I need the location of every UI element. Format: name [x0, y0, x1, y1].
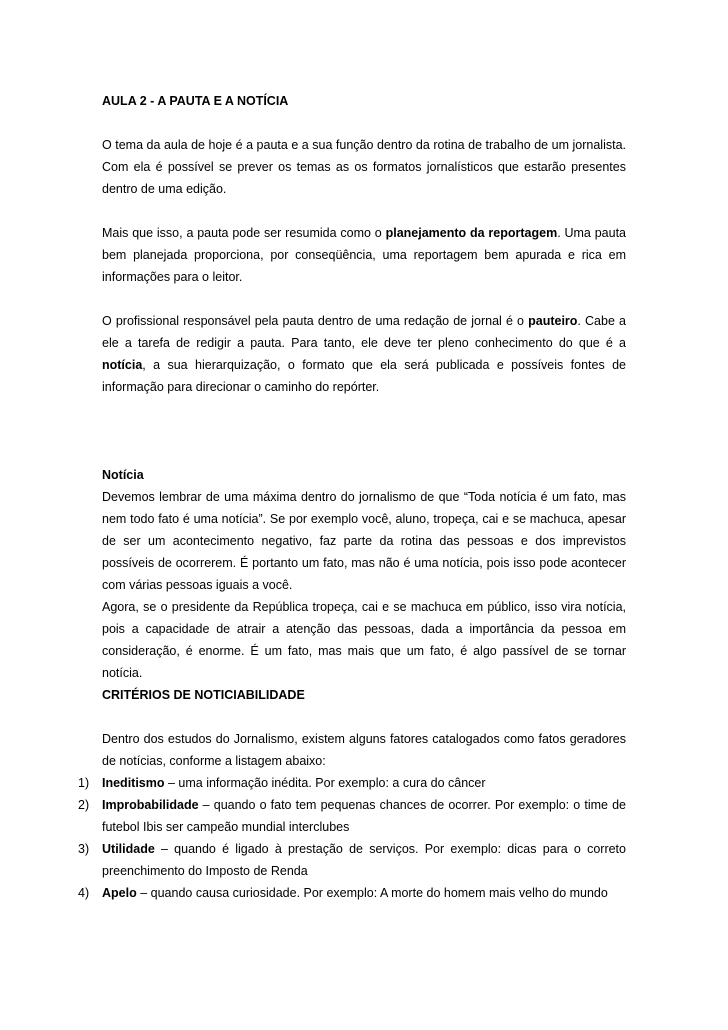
list-item-term: Improbabilidade — [102, 798, 199, 812]
noticia-body — [102, 486, 626, 684]
intro-paragraph-2-bold: planejamento da reportagem — [385, 226, 558, 240]
list-item-desc: – quando é ligado à prestação de serviços. Por exemplo: dicas para o correto preenchimento do Imposto de Renda — [102, 842, 626, 878]
section-heading-noticia: Notícia — [102, 468, 144, 482]
intro-paragraph-3-text-a: O profissional responsável pela pauta dentro de uma redação de jornal é o — [102, 314, 529, 328]
intro-paragraph-3-bold-pauteiro: pauteiro — [528, 314, 578, 328]
intro-paragraph-2-text-c: . Uma pauta bem planejada proporciona, por conseqüência, uma reportagem bem apurada e rica em informações para o leitor. — [102, 226, 626, 284]
list-item-number: 3) — [78, 842, 90, 856]
criterios-list — [0, 772, 728, 904]
intro-paragraph-2-text-a: Mais que isso, a pauta pode ser resumida como o — [102, 226, 386, 240]
list-item-number: 4) — [78, 886, 90, 900]
criterios-intro: Dentro dos estudos do Jornalismo, existem alguns fatores catalogados como fatos geradores de notícias, conforme a listagem abaixo: — [102, 732, 626, 768]
list-item-term: Utilidade — [102, 842, 155, 856]
list-item-desc: – quando o fato tem pequenas chances de ocorrer. Por exemplo: o time de futebol Ibis ser campeão mundial interclubes — [102, 798, 626, 834]
list-item-text — [102, 838, 626, 882]
section-heading-criterios: CRITÉRIOS DE NOTICIABILIDADE — [102, 688, 305, 702]
list-item-number: 2) — [78, 798, 90, 812]
list-item-desc: – quando causa curiosidade. Por exemplo: A morte do homem mais velho do mundo — [136, 886, 608, 900]
intro-paragraph-1: O tema da aula de hoje é a pauta e a sua função dentro da rotina de trabalho de um jornalista. Com ela é possível se prever os temas as os formatos jornalísticos que estarão presentes dentro de uma edição. — [102, 138, 626, 196]
noticia-paragraph-2: Agora, se o presidente da República tropeça, cai e se machuca em público, isso vira notícia, pois a capacidade de atrair a atenção das pessoas, dada a importância da pessoa em consideração, é enorme. É um fato, mas mais que um fato, é algo passível de se tornar notícia. — [102, 600, 626, 680]
noticia-paragraph-1: Devemos lembrar de uma máxima dentro do jornalismo de que “Toda notícia é um fato, mas nem todo fato é uma notícia”. Se por exemplo você, aluno, tropeça, cai e se machuca, apesar de ser um acontecimento negativo, faz parte da rotina das pessoas e dos imprevistos possíveis de ocorrerem. É portanto um fato, mas não é uma notícia, pois isso pode acontecer com várias pessoas iguais a você. — [102, 490, 626, 592]
list-item-term: Ineditismo — [102, 776, 165, 790]
intro-paragraph-3 — [102, 310, 626, 398]
list-item — [0, 772, 728, 794]
intro-paragraph-3-bold-noticia: notícia — [102, 358, 143, 372]
list-item-text — [102, 882, 626, 904]
page-title: AULA 2 - A PAUTA E A NOTÍCIA — [102, 94, 289, 108]
list-item-term: Apelo — [102, 886, 137, 900]
intro-paragraph-2 — [102, 222, 626, 288]
list-item-number: 1) — [78, 776, 90, 790]
list-item — [0, 794, 728, 838]
list-item — [0, 882, 728, 904]
list-item — [0, 838, 728, 882]
list-item-desc: – uma informação inédita. Por exemplo: a cura do câncer — [164, 776, 486, 790]
list-item-text — [102, 772, 626, 794]
intro-paragraph-3-text-e: , a sua hierarquização, o formato que ela será publicada e possíveis fontes de informação para direcionar o caminho do repórter. — [102, 358, 626, 394]
list-item-text — [102, 794, 626, 838]
intro-paragraph-3-text-c: . Cabe a ele a tarefa de redigir a pauta. Para tanto, ele deve ter pleno conhecimento do que é a — [102, 314, 626, 350]
